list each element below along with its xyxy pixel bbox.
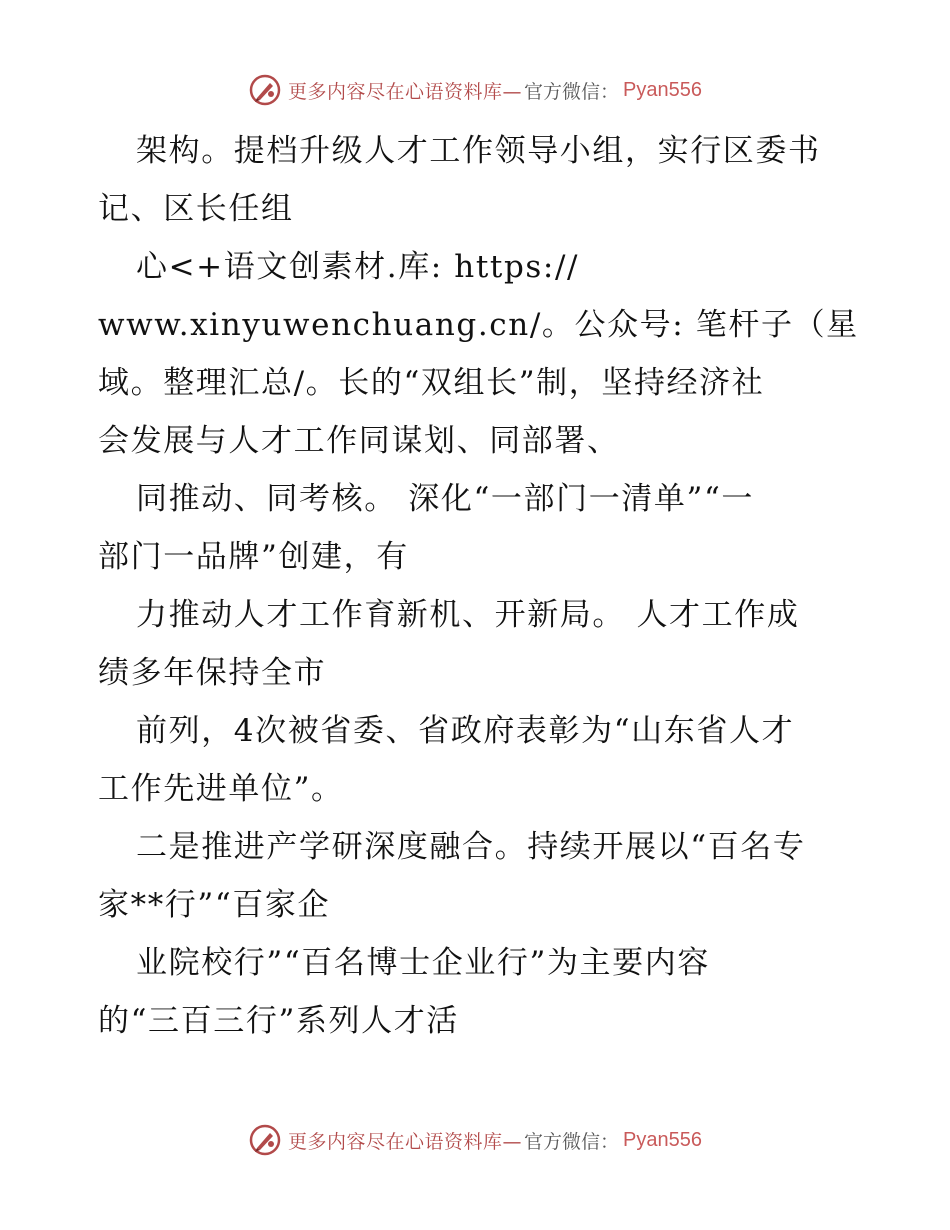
banner-ad-text: 更多内容尽在心语资料库— [288,80,523,103]
body-line: 力推动人才工作育新机、开新局。 人才工作成 [136,597,800,633]
body-line: www.xinyuwenchuang.cn/。公众号: 笔杆子（星 [98,307,859,343]
header-banner [0,70,950,110]
banner-wechat-id: Pyan556 [623,78,702,101]
banner-wechat-label: 官方微信： [524,80,620,103]
body-line: 心<+语文创素材.库: https:// [136,249,580,285]
body-line: 绩多年保持全市 [98,655,327,691]
body-line: 记、区长任组 [98,191,294,227]
body-line: 工作先进单位”。 [98,771,344,807]
footer-banner [0,1120,950,1160]
pen-logo-icon [248,73,282,107]
body-line: 架构。提档升级人才工作领导小组，实行区委书 [136,133,821,169]
document-body [98,122,858,1050]
body-line: 同推动、同考核。 深化“一部门一清单”“一 [136,481,754,517]
body-line: 部门一品牌”创建，有 [98,539,409,575]
body-line: 业院校行”“百名博士企业行”为主要内容 [136,945,710,981]
pen-logo-icon [248,1123,282,1157]
body-line: 会发展与人才工作同谋划、同部署、 [98,423,620,459]
body-line: 家**行”“百家企 [98,887,331,923]
body-line: 二是推进产学研深度融合。持续开展以“百名专 [136,829,806,865]
banner-wechat-id: Pyan556 [623,1128,702,1151]
body-line: 的“三百三行”系列人才活 [98,1003,459,1039]
body-line: 前列，4次被省委、省政府表彰为“山东省人才 [136,713,795,749]
body-line: 域。整理汇总/。长的“双组长”制，坚持经济社 [98,365,765,401]
banner-wechat-label: 官方微信： [524,1130,620,1153]
banner-ad-text: 更多内容尽在心语资料库— [288,1130,523,1153]
